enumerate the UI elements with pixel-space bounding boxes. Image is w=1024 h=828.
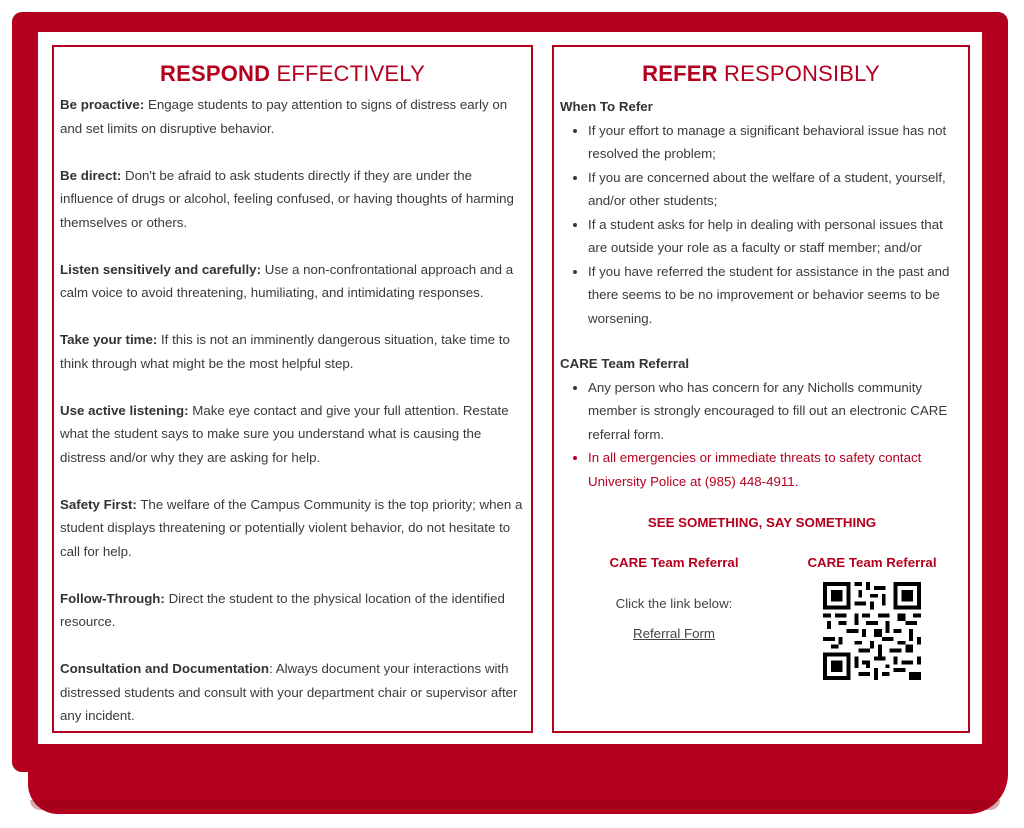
tip-text: Engage students to pay attention to signs of distress early on and set limits on disruptive behavior. — [60, 97, 508, 136]
tip-documentation — [60, 657, 527, 728]
tip-time — [60, 328, 527, 375]
tip-lead: Use active listening: — [60, 402, 189, 418]
click-instruction: Click the link below: — [615, 596, 733, 611]
emergency-list-item: • In all emergencies or immediate threats to safety contact University Police at (985) 448-4911. — [588, 446, 964, 493]
tip-text: Direct the student to the physical location of the identified resource. — [60, 590, 505, 629]
tip-lead: Be proactive: — [60, 97, 145, 112]
respond-title-bold: RESPOND — [159, 61, 271, 86]
refer-panel — [552, 45, 970, 733]
tip-text: Use a non-confrontational approach and a calm voice to avoid threatening, humiliating, and intimidating responses. — [60, 261, 514, 300]
list-item: • Any person who has concern for any Nicholls community member is strongly encouraged to fill out an electronic CARE referral form. — [588, 376, 964, 447]
refer-title-rest: RESPONSIBLY — [717, 61, 880, 86]
tip-text: If this is not an imminently dangerous situation, take time to think through what might be the most helpful step. — [60, 332, 510, 371]
list-item: • If you have referred the student for assistance in the past and there seems to be no improvement or behavior seems to be worsening. — [588, 260, 964, 331]
refer-body — [560, 95, 964, 751]
tip-lead: Follow-Through: — [60, 590, 165, 606]
tip-direct — [60, 164, 527, 235]
tip-lead: Be direct: — [60, 167, 122, 183]
referral-link-title: CARE Team Referral — [609, 554, 739, 570]
referral-link-column — [574, 551, 774, 646]
tip-text: : Always document your interactions with distressed students and consult with your department chair or supervisor after any incident. — [60, 661, 518, 723]
list-item: • If your effort to manage a significant behavioral issue has not resolved the problem; — [588, 119, 964, 166]
refer-title-bold: REFER — [642, 61, 718, 86]
referral-form-link[interactable]: Referral Form — [632, 625, 715, 641]
respond-panel — [52, 45, 533, 733]
referral-options — [560, 551, 964, 751]
when-to-refer-heading: When To Refer — [560, 99, 653, 114]
respond-title — [54, 61, 531, 87]
care-referral-list — [560, 376, 964, 494]
refer-title — [554, 61, 968, 87]
referral-qr-title: CARE Team Referral — [807, 554, 937, 570]
when-to-refer-list — [560, 119, 964, 331]
list-item: • If a student asks for help in dealing with personal issues that are outside your role as a faculty or staff member; and/or — [588, 213, 964, 260]
spacer — [560, 330, 964, 352]
tip-lead: Consultation and Documentation — [60, 661, 270, 676]
referral-qr-column — [772, 551, 972, 681]
tip-follow-through — [60, 587, 527, 634]
tip-active-listening — [60, 399, 527, 470]
respond-title-rest: EFFECTIVELY — [270, 61, 425, 86]
care-referral-heading: CARE Team Referral — [560, 356, 690, 371]
qr-code-icon[interactable] — [823, 582, 921, 680]
tip-safety — [60, 493, 527, 564]
tip-lead: Safety First: — [60, 496, 137, 512]
tip-text: Make eye contact and give your full attention. Restate what the student says to make sure you understand what is causing the distress and/or why they are asking for help. — [60, 402, 509, 465]
tip-proactive — [60, 93, 527, 140]
tip-lead: Listen sensitively and carefully: — [60, 261, 262, 277]
list-item: • If you are concerned about the welfare of a student, yourself, and/or other students; — [588, 166, 964, 213]
slogan: SEE SOMETHING, SAY SOMETHING — [647, 515, 877, 530]
tip-text: Don't be afraid to ask students directly if they are under the influence of drugs or alcohol, feeling confused, or having thoughts of harming themselves or others. — [60, 167, 514, 230]
tip-lead: Take your time: — [60, 332, 158, 347]
frame-shadow — [30, 800, 1000, 810]
tip-text: The welfare of the Campus Community is the top priority; when a student displays threatening or potentially violent behavior, do not hesitate to call for help. — [60, 496, 523, 559]
respond-body — [60, 93, 527, 751]
tip-listen — [60, 258, 527, 305]
